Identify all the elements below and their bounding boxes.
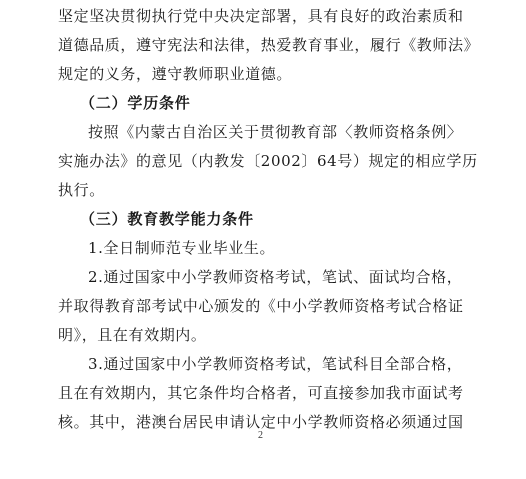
- paragraph-line: 规定的义务，遵守教师职业道德。: [58, 65, 293, 83]
- paragraph-line: 实施办法》的意见（内教发〔2002〕64号）规定的相应学历: [58, 152, 478, 170]
- page-number: 2: [258, 430, 263, 441]
- paragraph-line: 明》，且在有效期内。: [58, 326, 207, 344]
- paragraph-line: 按照《内蒙古自治区关于贯彻教育部〈教师资格条例〉: [88, 123, 463, 141]
- section-heading: （二）学历条件: [80, 94, 191, 112]
- paragraph-line: 执行。: [58, 181, 105, 199]
- paragraph-line: 坚定坚决贯彻执行党中央决定部署，具有良好的政治素质和: [58, 7, 464, 25]
- paragraph-line: 核。其中，港澳台居民申请认定中小学教师资格必须通过国: [58, 413, 464, 431]
- paragraph-line: 1.全日制师范专业毕业生。: [88, 239, 276, 257]
- paragraph-line: 3.通过国家中小学教师资格考试，笔试科目全部合格，: [88, 355, 463, 373]
- section-heading: （三）教育教学能力条件: [80, 210, 254, 228]
- paragraph-line: 并取得教育部考试中心颁发的《中小学教师资格考试合格证: [58, 297, 464, 315]
- paragraph-line: 2.通过国家中小学教师资格考试，笔试、面试均合格，: [88, 268, 463, 286]
- paragraph-line: 且在有效期内，其它条件均合格者，可直接参加我市面试考: [58, 384, 464, 402]
- paragraph-line: 道德品质，遵守宪法和法律，热爱教育事业，履行《教师法》: [58, 36, 480, 54]
